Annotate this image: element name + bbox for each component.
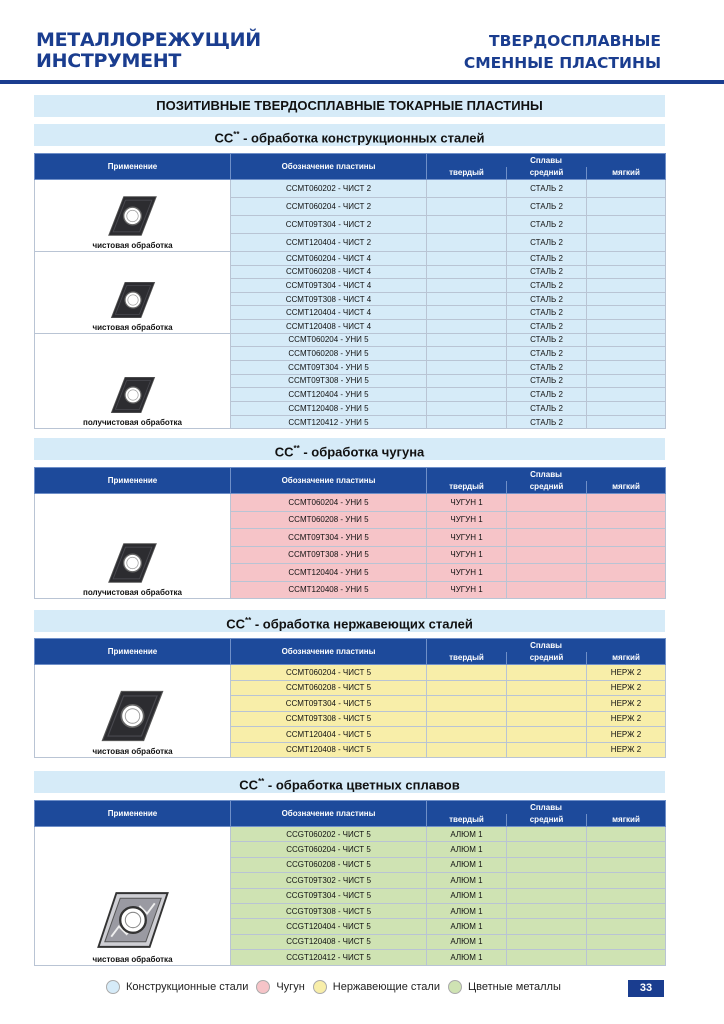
- application-label: чистовая обработка: [92, 322, 173, 332]
- cell-medium: СТАЛЬ 2: [507, 198, 587, 216]
- cell-hard: [427, 234, 507, 252]
- cell-designation: CCMT120404 - ЧИСТ 4: [231, 306, 427, 320]
- cell-designation: CCMT09T308 - ЧИСТ 5: [231, 711, 427, 727]
- cell-medium: [507, 665, 587, 681]
- cell-soft: [587, 842, 666, 857]
- cell-designation: CCGT09T302 - ЧИСТ 5: [231, 873, 427, 888]
- cell-designation: CCMT120404 - УНИ 5: [231, 388, 427, 402]
- cell-medium: [507, 950, 587, 965]
- application-cell: [35, 180, 231, 252]
- cell-soft: НЕРЖ 2: [587, 727, 666, 743]
- cell-soft: [587, 873, 666, 888]
- section-title-line2: СМЕННЫЕ ПЛАСТИНЫ: [463, 54, 661, 72]
- cell-soft: НЕРЖ 2: [587, 742, 666, 758]
- col-header-alloys: Сплавы: [427, 154, 666, 167]
- cell-hard: [427, 333, 507, 347]
- cell-hard: АЛЮМ 1: [427, 950, 507, 965]
- cell-designation: CCMT120404 - УНИ 5: [231, 564, 427, 582]
- cell-medium: [507, 581, 587, 599]
- cell-designation: CCMT060208 - УНИ 5: [231, 347, 427, 361]
- cell-hard: ЧУГУН 1: [427, 546, 507, 564]
- section-banner-rest: - обработка цветных сплавов: [264, 777, 460, 793]
- catalog-title-line2: ИНСТРУМЕНТ: [36, 50, 182, 72]
- col-header-application: Применение: [35, 154, 231, 180]
- cell-hard: АЛЮМ 1: [427, 934, 507, 949]
- application-label: чистовая обработка: [92, 241, 173, 250]
- cell-designation: CCGT060202 - ЧИСТ 5: [231, 827, 427, 842]
- cell-medium: [507, 711, 587, 727]
- cell-hard: АЛЮМ 1: [427, 842, 507, 857]
- cell-soft: [587, 827, 666, 842]
- cell-soft: [587, 252, 666, 266]
- cell-designation: CCMT060208 - ЧИСТ 4: [231, 265, 427, 279]
- cell-hard: [427, 292, 507, 306]
- col-header-hard: твердый: [427, 814, 507, 827]
- application-cell: [35, 252, 231, 334]
- cell-soft: [587, 511, 666, 529]
- insert-dark-icon: [109, 280, 157, 320]
- col-header-medium: средний: [507, 652, 587, 665]
- section-banner-prefix: CC: [274, 444, 294, 460]
- cell-hard: [427, 216, 507, 234]
- cell-medium: [507, 888, 587, 903]
- table-row: [35, 494, 666, 512]
- col-header-medium: средний: [507, 814, 587, 827]
- cell-medium: СТАЛЬ 2: [507, 374, 587, 388]
- cell-medium: [507, 564, 587, 582]
- col-header-alloys: Сплавы: [427, 801, 666, 814]
- cell-medium: СТАЛЬ 2: [507, 279, 587, 293]
- col-header-application: Применение: [35, 801, 231, 827]
- cell-designation: CCMT060204 - ЧИСТ 5: [231, 665, 427, 681]
- cell-designation: CCMT060208 - УНИ 5: [231, 511, 427, 529]
- cell-soft: [587, 934, 666, 949]
- cell-soft: [587, 265, 666, 279]
- legend-item-stainless: [313, 980, 440, 994]
- cell-medium: [507, 680, 587, 696]
- cell-soft: НЕРЖ 2: [587, 711, 666, 727]
- section-banner-sup: **: [244, 616, 252, 625]
- cell-hard: [427, 680, 507, 696]
- cell-medium: [507, 842, 587, 857]
- col-header-soft: мягкий: [587, 652, 666, 665]
- cell-hard: [427, 252, 507, 266]
- table-stainless-steel: [34, 638, 666, 758]
- table-row: [35, 252, 666, 266]
- insert-dark-icon: [106, 541, 159, 585]
- cell-soft: [587, 546, 666, 564]
- catalog-title-line1: МЕТАЛЛОРЕЖУЩИЙ: [36, 29, 261, 51]
- cell-designation: CCGT09T308 - ЧИСТ 5: [231, 903, 427, 918]
- section-banner-rest: - обработка конструкционных сталей: [239, 130, 485, 146]
- application-label: получистовая обработка: [83, 588, 182, 597]
- legend-item-steel: [106, 980, 248, 994]
- table-row: [35, 827, 666, 842]
- cell-hard: [427, 402, 507, 416]
- section-banner-prefix: CC: [226, 616, 245, 632]
- cell-soft: [587, 306, 666, 320]
- section-banner-stainless-steel: [34, 610, 665, 632]
- cell-hard: АЛЮМ 1: [427, 888, 507, 903]
- cell-soft: [587, 581, 666, 599]
- section-banner-cast-iron: [34, 438, 665, 460]
- cell-hard: [427, 306, 507, 320]
- cell-designation: CCMT09T308 - УНИ 5: [231, 374, 427, 388]
- col-header-hard: твердый: [427, 481, 507, 494]
- cell-hard: [427, 347, 507, 361]
- cell-hard: [427, 374, 507, 388]
- col-header-designation: Обозначение пластины: [231, 468, 427, 494]
- cell-soft: [587, 347, 666, 361]
- table-row: [35, 333, 666, 347]
- cell-medium: СТАЛЬ 2: [507, 265, 587, 279]
- section-banner-sup: **: [258, 777, 265, 786]
- section-banner-non-ferrous: [34, 771, 665, 793]
- application-label: чистовая обработка: [92, 747, 173, 756]
- table-row: [35, 180, 666, 198]
- col-header-application: Применение: [35, 639, 231, 665]
- section-banner-sup: **: [233, 130, 240, 139]
- col-header-hard: твердый: [427, 652, 507, 665]
- application-label: чистовая обработка: [92, 954, 173, 964]
- cell-hard: ЧУГУН 1: [427, 581, 507, 599]
- section-banner-sup: **: [293, 444, 300, 453]
- col-header-alloys: Сплавы: [427, 468, 666, 481]
- cell-soft: [587, 180, 666, 198]
- cell-soft: НЕРЖ 2: [587, 680, 666, 696]
- cell-designation: CCMT120408 - УНИ 5: [231, 402, 427, 416]
- cell-soft: [587, 919, 666, 934]
- cell-soft: [587, 292, 666, 306]
- legend-label-iron: Чугун: [276, 981, 305, 993]
- cell-designation: CCGT09T304 - ЧИСТ 5: [231, 888, 427, 903]
- col-header-soft: мягкий: [587, 481, 666, 494]
- cell-designation: CCMT09T308 - ЧИСТ 4: [231, 292, 427, 306]
- insert-polished-icon: [93, 888, 173, 952]
- col-header-designation: Обозначение пластины: [231, 154, 427, 180]
- cell-medium: СТАЛЬ 2: [507, 347, 587, 361]
- cell-soft: [587, 529, 666, 547]
- table-non-ferrous: [34, 800, 666, 966]
- cell-soft: [587, 950, 666, 965]
- cell-designation: CCMT09T308 - УНИ 5: [231, 546, 427, 564]
- cell-medium: СТАЛЬ 2: [507, 216, 587, 234]
- section-banner-rest: - обработка чугуна: [299, 444, 425, 460]
- cell-medium: [507, 529, 587, 547]
- cell-hard: [427, 198, 507, 216]
- cell-designation: CCMT060208 - ЧИСТ 5: [231, 680, 427, 696]
- cell-medium: [507, 827, 587, 842]
- cell-medium: СТАЛЬ 2: [507, 234, 587, 252]
- cell-hard: [427, 265, 507, 279]
- table-row: [35, 665, 666, 681]
- cell-medium: [507, 727, 587, 743]
- cell-medium: [507, 919, 587, 934]
- cell-hard: [427, 742, 507, 758]
- cell-medium: СТАЛЬ 2: [507, 306, 587, 320]
- section-banner-prefix: CC: [214, 130, 234, 146]
- cell-hard: АЛЮМ 1: [427, 857, 507, 872]
- col-header-hard: твердый: [427, 167, 507, 180]
- cell-medium: СТАЛЬ 2: [507, 360, 587, 374]
- application-cell: [35, 333, 231, 429]
- cell-hard: [427, 319, 507, 333]
- cell-hard: ЧУГУН 1: [427, 529, 507, 547]
- cell-medium: СТАЛЬ 2: [507, 402, 587, 416]
- cell-designation: CCMT120408 - ЧИСТ 5: [231, 742, 427, 758]
- cell-medium: СТАЛЬ 2: [507, 333, 587, 347]
- cell-medium: [507, 903, 587, 918]
- cell-designation: CCGT060208 - ЧИСТ 5: [231, 857, 427, 872]
- col-header-designation: Обозначение пластины: [231, 639, 427, 665]
- cell-hard: АЛЮМ 1: [427, 919, 507, 934]
- cell-hard: АЛЮМ 1: [427, 903, 507, 918]
- cell-soft: [587, 374, 666, 388]
- cell-hard: [427, 388, 507, 402]
- cell-designation: CCMT09T304 - ЧИСТ 4: [231, 279, 427, 293]
- cell-medium: СТАЛЬ 2: [507, 388, 587, 402]
- section-title-line1: ТВЕРДОСПЛАВНЫЕ: [489, 32, 661, 50]
- cell-designation: CCMT060204 - ЧИСТ 4: [231, 252, 427, 266]
- cell-hard: АЛЮМ 1: [427, 873, 507, 888]
- application-cell: [35, 665, 231, 758]
- legend-swatch-iron: [256, 980, 270, 994]
- catalog-title: [36, 30, 276, 72]
- section-title: [401, 30, 661, 74]
- cell-soft: [587, 234, 666, 252]
- cell-medium: [507, 511, 587, 529]
- cell-designation: CCGT120408 - ЧИСТ 5: [231, 934, 427, 949]
- section-banner-rest: - обработка нержавеющих сталей: [251, 616, 473, 632]
- cell-designation: CCMT09T304 - УНИ 5: [231, 360, 427, 374]
- legend-item-nonferrous: [448, 980, 561, 994]
- legend-swatch-steel: [106, 980, 120, 994]
- insert-dark-icon: [106, 194, 159, 238]
- col-header-alloys: Сплавы: [427, 639, 666, 652]
- table-cast-iron: [34, 467, 666, 599]
- cell-designation: CCGT120404 - ЧИСТ 5: [231, 919, 427, 934]
- cell-designation: CCMT120404 - ЧИСТ 5: [231, 727, 427, 743]
- col-header-soft: мягкий: [587, 814, 666, 827]
- insert-dark-icon: [109, 375, 157, 415]
- cell-hard: АЛЮМ 1: [427, 827, 507, 842]
- legend-item-iron: [256, 980, 304, 994]
- cell-designation: CCMT060202 - ЧИСТ 2: [231, 180, 427, 198]
- cell-designation: CCMT060204 - ЧИСТ 2: [231, 198, 427, 216]
- cell-soft: [587, 857, 666, 872]
- section-banner-structural-steel: [34, 124, 665, 146]
- cell-soft: [587, 564, 666, 582]
- cell-hard: [427, 665, 507, 681]
- cell-soft: [587, 216, 666, 234]
- col-header-soft: мягкий: [587, 167, 666, 180]
- cell-soft: [587, 388, 666, 402]
- legend-label-steel: Конструкционные стали: [126, 981, 249, 993]
- page-number: 33: [628, 980, 664, 997]
- legend-label-stainless: Нержавеющие стали: [332, 981, 440, 993]
- cell-hard: ЧУГУН 1: [427, 494, 507, 512]
- cell-designation: CCMT060204 - УНИ 5: [231, 333, 427, 347]
- cell-medium: [507, 742, 587, 758]
- cell-hard: [427, 360, 507, 374]
- cell-hard: ЧУГУН 1: [427, 511, 507, 529]
- cell-hard: ЧУГУН 1: [427, 564, 507, 582]
- cell-hard: [427, 279, 507, 293]
- application-cell: [35, 494, 231, 599]
- cell-medium: СТАЛЬ 2: [507, 180, 587, 198]
- application-label: получистовая обработка: [83, 418, 182, 428]
- col-header-application: Применение: [35, 468, 231, 494]
- legend-label-nonferrous: Цветные металлы: [467, 981, 561, 993]
- application-cell: [35, 827, 231, 966]
- cell-designation: CCMT09T304 - ЧИСТ 5: [231, 696, 427, 712]
- main-title: ПОЗИТИВНЫЕ ТВЕРДОСПЛАВНЫЕ ТОКАРНЫЕ ПЛАСТИНЫ: [34, 95, 665, 117]
- cell-designation: CCGT120412 - ЧИСТ 5: [231, 950, 427, 965]
- cell-designation: CCMT120404 - ЧИСТ 2: [231, 234, 427, 252]
- cell-designation: CCMT09T304 - ЧИСТ 2: [231, 216, 427, 234]
- cell-soft: [587, 494, 666, 512]
- cell-soft: НЕРЖ 2: [587, 665, 666, 681]
- cell-designation: CCMT120412 - УНИ 5: [231, 415, 427, 429]
- table-structural-steel: [34, 153, 666, 429]
- cell-medium: [507, 546, 587, 564]
- cell-hard: [427, 727, 507, 743]
- cell-designation: CCMT09T304 - УНИ 5: [231, 529, 427, 547]
- cell-medium: СТАЛЬ 2: [507, 252, 587, 266]
- cell-soft: [587, 402, 666, 416]
- cell-designation: CCGT060204 - ЧИСТ 5: [231, 842, 427, 857]
- cell-designation: CCMT120408 - УНИ 5: [231, 581, 427, 599]
- cell-designation: CCMT060204 - УНИ 5: [231, 494, 427, 512]
- legend-swatch-nonferrous: [448, 980, 462, 994]
- section-banner-prefix: CC: [239, 777, 259, 793]
- cell-soft: [587, 360, 666, 374]
- cell-medium: СТАЛЬ 2: [507, 292, 587, 306]
- legend: [106, 980, 569, 994]
- cell-soft: НЕРЖ 2: [587, 696, 666, 712]
- cell-medium: [507, 857, 587, 872]
- cell-medium: [507, 494, 587, 512]
- cell-medium: СТАЛЬ 2: [507, 319, 587, 333]
- col-header-designation: Обозначение пластины: [231, 801, 427, 827]
- cell-soft: [587, 279, 666, 293]
- insert-dark-icon: [99, 688, 166, 744]
- cell-medium: [507, 934, 587, 949]
- cell-hard: [427, 415, 507, 429]
- cell-soft: [587, 903, 666, 918]
- cell-designation: CCMT120408 - ЧИСТ 4: [231, 319, 427, 333]
- col-header-medium: средний: [507, 167, 587, 180]
- cell-medium: СТАЛЬ 2: [507, 415, 587, 429]
- cell-hard: [427, 180, 507, 198]
- cell-medium: [507, 696, 587, 712]
- cell-soft: [587, 319, 666, 333]
- header-divider: [0, 80, 724, 84]
- cell-soft: [587, 198, 666, 216]
- cell-medium: [507, 873, 587, 888]
- cell-hard: [427, 711, 507, 727]
- cell-soft: [587, 888, 666, 903]
- col-header-medium: средний: [507, 481, 587, 494]
- cell-soft: [587, 333, 666, 347]
- legend-swatch-stainless: [313, 980, 327, 994]
- cell-soft: [587, 415, 666, 429]
- cell-hard: [427, 696, 507, 712]
